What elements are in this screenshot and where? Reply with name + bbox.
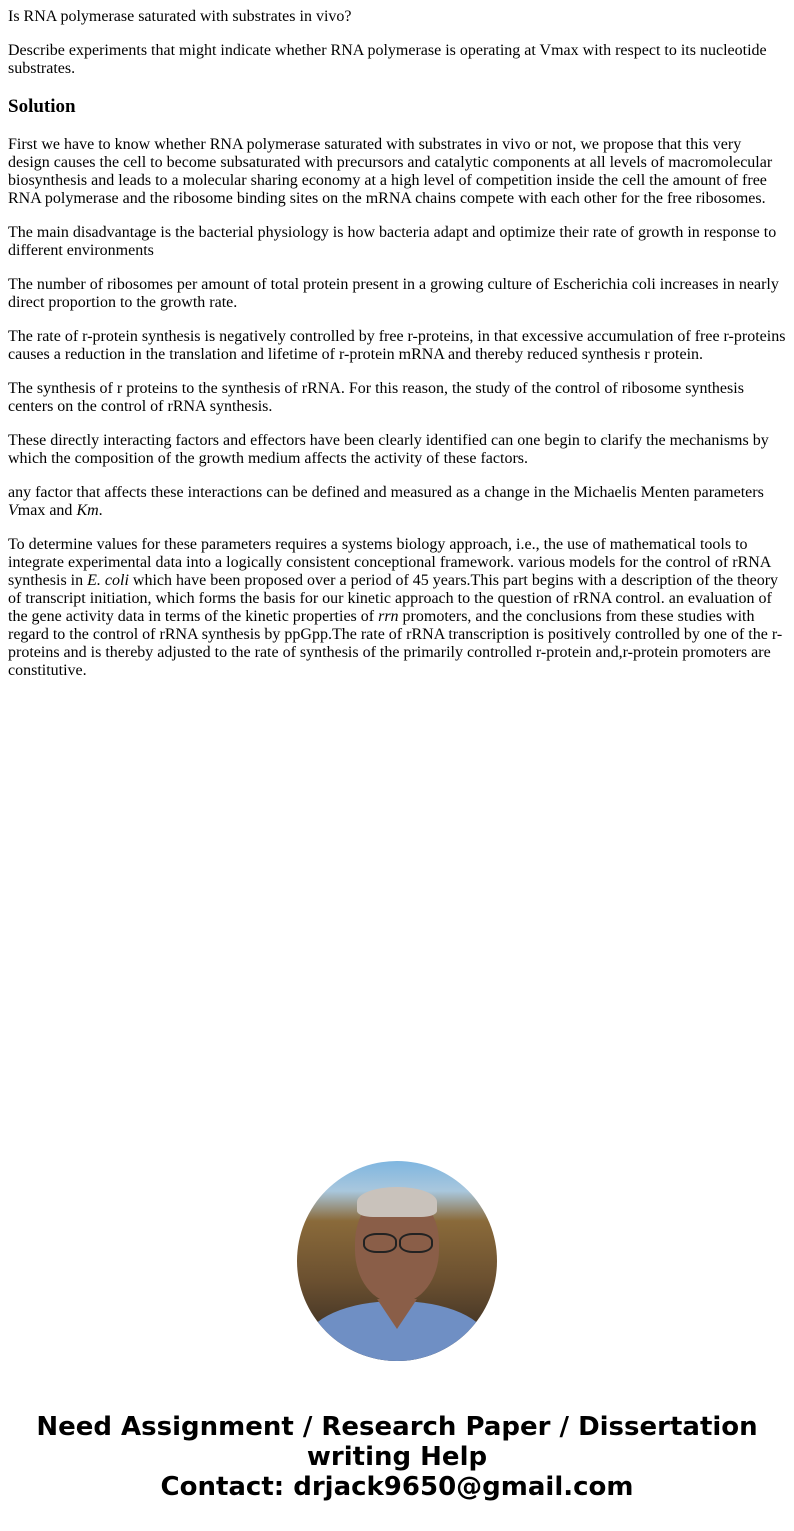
banner-line: writing Help [306,1442,488,1472]
author-photo [297,1161,497,1361]
text: promoters, and the conclusions from these studies with regard to the control of rRNA synthesis by ppGpp.The rate of rRNA transcription is positively controlled by one of the r-proteins and is thereby adjusted to the rate of synthesis of the primarily controlled r-protein and,r-protein promoters are constitutive. [8,608,783,679]
question-title: Is RNA polymerase saturated with substrates in vivo? [8,8,352,25]
text: any factor that affects these interactions can be defined and measured as a change in the Michaelis Menten parameters [8,484,764,501]
banner-line: Need Assignment / Research Paper / Dissertation [36,1412,758,1442]
solution-paragraph: First we have to know whether RNA polymerase saturated with substrates in vivo or not, we propose that this very design causes the cell to become subsaturated with precursors and catalytic components at all levels of macromolecular biosynthesis and leads to a molecular sharing economy at a high level of competition inside the cell the amount of free RNA polymerase and the ribosome binding sites on the mRNA chains compete with each other for the free ribosomes. [8,136,773,207]
question-body: Describe experiments that might indicate whether RNA polymerase is operating at Vmax with respect to its nucleotide substrates. [8,42,767,77]
text: To determine values for these parameters requires a systems biology approach, i.e., the use of mathematical tools to integrate experimental data into a logically consistent conceptional framework. various models for the control of rRNA synthesis in [8,536,771,589]
contact-banner [0,1412,794,1502]
contact-email: Contact: drjack9650@gmail.com [160,1472,634,1502]
text: which have been proposed over a period of 45 years.This part begins with a description of the theory of transcript initiation, which forms the basis for our kinetic approach to the question of rRNA control. an evaluation of the gene activity data in terms of the kinetic properties of [8,572,779,625]
solution-paragraph: The main disadvantage is the bacterial physiology is how bacteria adapt and optimize their rate of growth in response to different environments [8,224,777,259]
rrn-italic: rrn [378,608,399,625]
glasses-icon [359,1233,435,1251]
solution-heading: Solution [8,96,76,117]
solution-paragraph: The synthesis of r proteins to the synthesis of rRNA. For this reason, the study of the control of ribosome synthesis centers on the control of rRNA synthesis. [8,380,744,415]
document-content [0,8,794,680]
text: . [98,502,103,519]
solution-paragraph: The rate of r-protein synthesis is negatively controlled by free r-proteins, in that excessive accumulation of free r-proteins causes a reduction in the translation and lifetime of r-protein mRNA and thereby reduced synthesis r protein. [8,328,786,363]
solution-paragraph [8,484,786,520]
text: max and [17,502,77,519]
solution-paragraph: The number of ribosomes per amount of total protein present in a growing culture of Escherichia coli increases in nearly direct proportion to the growth rate. [8,276,779,311]
vmax-italic: V [8,502,18,519]
solution-paragraph: These directly interacting factors and effectors have been clearly identified can one begin to clarify the mechanisms by which the composition of the growth medium affects the activity of these factors. [8,432,769,467]
km-italic: Km [76,502,99,519]
solution-paragraph [8,536,786,680]
photo-hair [357,1187,437,1217]
ecoli-italic: E. coli [87,572,129,589]
